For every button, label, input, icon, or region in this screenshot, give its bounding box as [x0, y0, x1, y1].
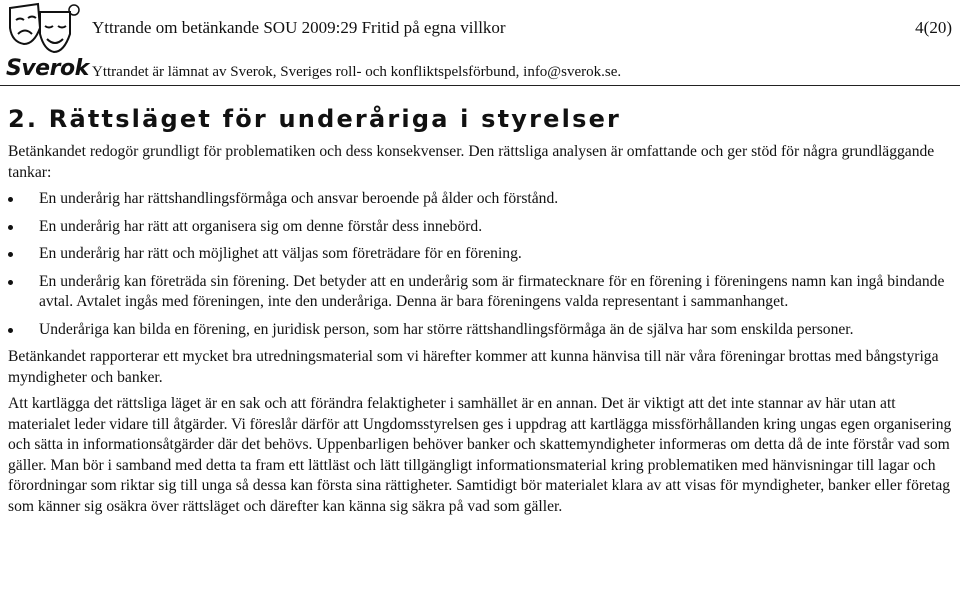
bullet-text: En underårig har rätt och möjlighet att väljas som företrädare för en förening.	[39, 245, 522, 262]
logo-wordmark: Sverok	[6, 56, 89, 81]
document-subtitle: Yttrandet är lämnat av Sverok, Sveriges roll- och konfliktspelsförbund, info@sverok.se.	[92, 64, 622, 80]
page-number: 4(20)	[915, 18, 952, 37]
section-heading: 2. Rättsläget för underåriga i styrelser	[8, 105, 622, 133]
header-divider	[0, 85, 960, 86]
bullet-item	[8, 217, 952, 238]
document-title: Yttrande om betänkande SOU 2009:29 Fritid på egna villkor	[92, 18, 506, 37]
theater-masks-icon	[4, 2, 84, 58]
bullet-text: En underårig har rätt att organisera sig om denne förstår dess innebörd.	[39, 217, 483, 235]
document-body	[8, 142, 952, 523]
bullet-icon	[8, 197, 13, 202]
bullet-icon	[8, 252, 13, 257]
bullet-icon	[8, 280, 13, 285]
bullet-item	[8, 244, 952, 265]
page-header	[0, 0, 960, 88]
bullet-text: En underårig kan företräda sin förening. Det betyder att en underårig som är firmatecknare för en förening i föreningens namn kan ingå bindande avtal. Avtalet ingås med föreningen, inte den underåriga. Denna är bara föreningens valda representant i sammanhanget.	[39, 272, 945, 310]
bullet-text: En underårig har rättshandlingsförmåga och ansvar beroende på ålder och förstånd.	[39, 190, 559, 207]
bullet-item	[8, 189, 952, 210]
bullet-text: Underåriga kan bilda en förening, en juridisk person, som har större rättshandlingsförmåga än de själva har som enskilda personer.	[39, 320, 854, 338]
bullet-item	[8, 272, 952, 313]
body-paragraph: Betänkandet rapporterar ett mycket bra utredningsmaterial som vi härefter kommer att kunna hänvisa till när våra föreningar brottas med bångstyriga myndigheter och banker.	[8, 348, 939, 386]
bullet-icon	[8, 328, 13, 333]
bullet-list	[8, 189, 952, 340]
intro-paragraph: Betänkandet redogör grundligt för problematiken och dess konsekvenser. Den rättsliga analysen är omfattande och ger stöd för några grundläggande tankar:	[8, 143, 935, 181]
bullet-item	[8, 320, 952, 341]
body-paragraph: Att kartlägga det rättsliga läget är en sak och att förändra felaktigheter i samhället är en annan. Det är viktigt att det inte stannar av här utan att materialet leder vidare till åtgärder. Vi föreslår därför att Ungdomsstyrelsen ges i uppdrag att kartlägga missförhållanden kring ungas egen organisering och sätta in informationsåtgärder där det behövs. Uppenbarligen behöver banker och skattemyndigheter informeras om detta då de inte förstår vad som gäller. Man bör i samband med detta ta fram ett lättläst och lätt tillgängligt informationsmaterial kring problematiken med hänvisningar till lagar och förordningar som riktar sig till unga så dessa kan första sina rättigheter. Samtidigt bör materialet klara av att visas för myndigheter, banker eller företag som känner sig osäkra över rättsläget och därefter kan känna sig säkra på vad som gäller.	[8, 395, 952, 515]
bullet-icon	[8, 225, 13, 230]
sverok-logo	[4, 2, 89, 82]
